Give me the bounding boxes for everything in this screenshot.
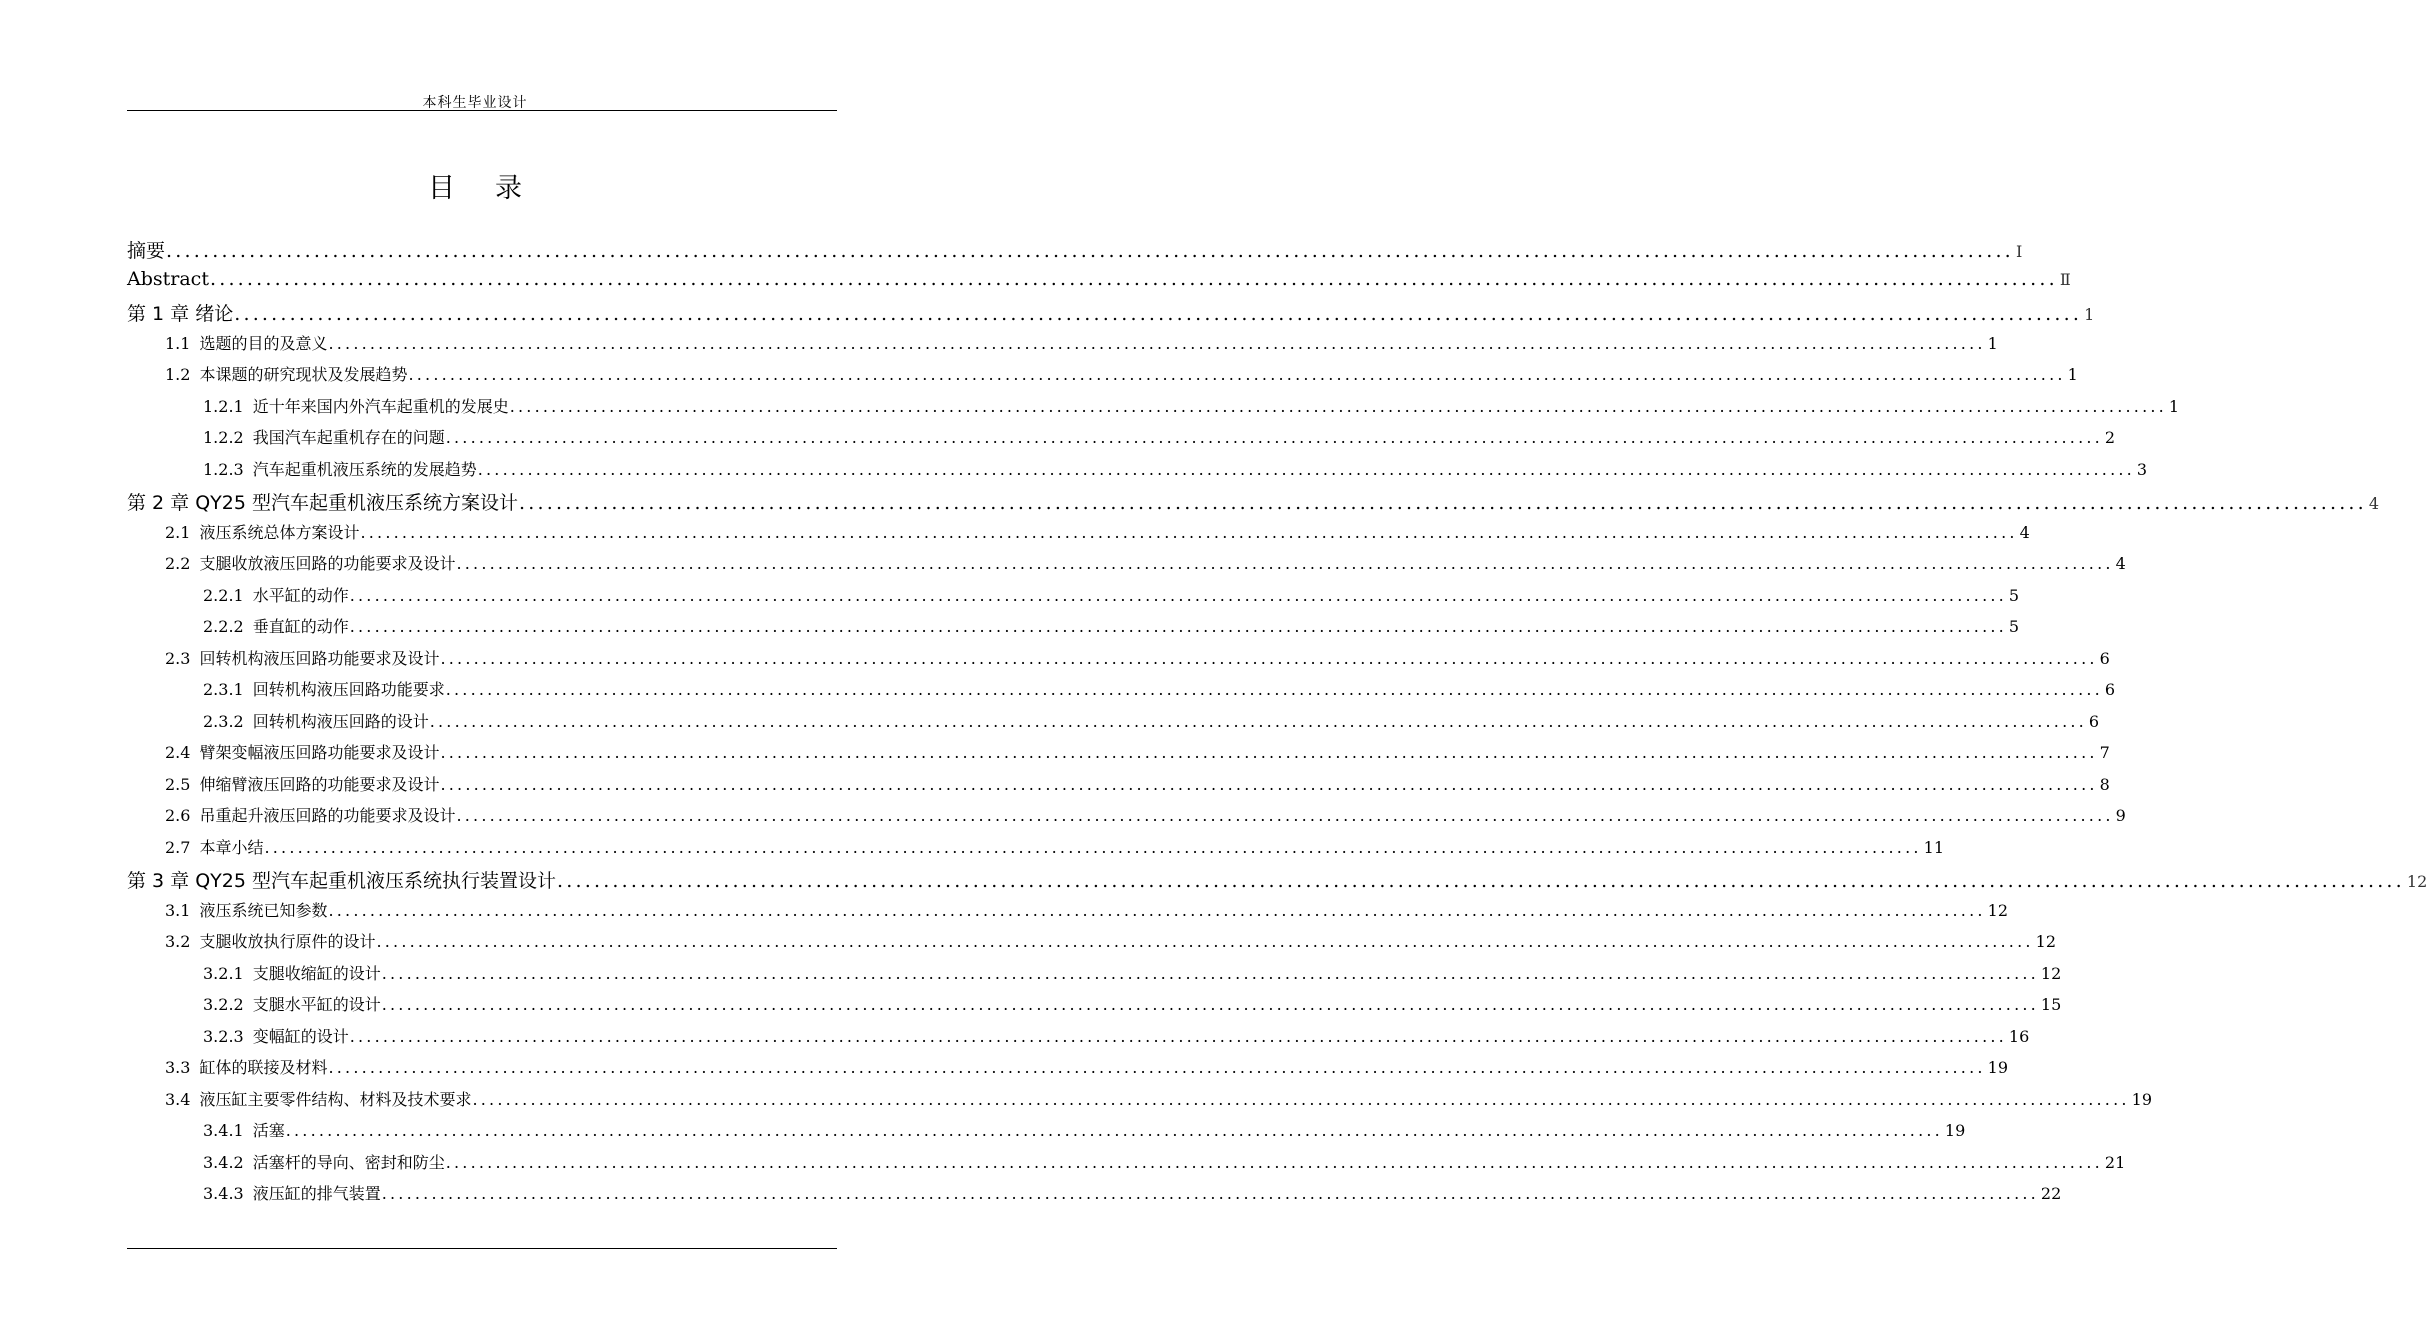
- dot-leader: ........................................................................................................................................................................................................: [328, 1058, 1986, 1077]
- toc-entry-page: 19: [1944, 1121, 1966, 1140]
- dot-leader: ........................................................................................................................................................................................................: [285, 1121, 1943, 1140]
- toc-entry[interactable]: [165, 1087, 2153, 1110]
- dot-leader: ........................................................................................................................................................................................................: [349, 617, 2007, 636]
- dot-leader: ........................................................................................................................................................................................................: [557, 870, 2405, 892]
- toc-entry-page: 11: [1923, 837, 1945, 857]
- toc-entry[interactable]: [203, 1181, 2062, 1204]
- toc-entry-text: 第 2 章 QY25 型汽车起重机液压系统方案设计: [127, 492, 518, 514]
- toc-entry-number: 1.1: [165, 333, 191, 353]
- toc-entry-number: 3.4: [165, 1089, 191, 1109]
- toc-entry-number: 3.2.3: [203, 1026, 244, 1046]
- toc-entry-page: 5: [2008, 617, 2020, 636]
- toc-entry[interactable]: [165, 835, 1945, 858]
- toc-entry[interactable]: [127, 299, 2095, 326]
- toc-entry-page: 6: [2099, 648, 2110, 668]
- toc-entry-number: 2.2.2: [203, 617, 244, 636]
- toc-entry-text: Abstract: [127, 267, 209, 290]
- toc-entry-page: 7: [2099, 743, 2110, 762]
- toc-entry-page: 2: [2104, 428, 2116, 447]
- toc-entry-label: [165, 331, 327, 354]
- toc-entry-text: 第 1 章 绪论: [127, 303, 234, 325]
- toc-entry-label: [127, 488, 518, 515]
- toc-entry-label: [165, 1087, 471, 1110]
- toc-entry-text: 支腿水平缸的设计: [252, 995, 381, 1014]
- toc-entry-number: 3.2.1: [203, 963, 244, 983]
- toc-entry-text: 缸体的联接及材料: [199, 1058, 328, 1077]
- toc-entry-page: 4: [2115, 554, 2126, 573]
- dot-leader: ........................................................................................................................................................................................................: [519, 492, 2367, 514]
- dot-leader: ........................................................................................................................................................................................................: [456, 554, 2114, 573]
- toc-entry-number: 2.4: [165, 743, 191, 762]
- toc-entry-text: 我国汽车起重机存在的问题: [252, 428, 445, 447]
- toc-entry-text: 回转机构液压回路功能要求: [252, 680, 445, 699]
- toc-entry[interactable]: [165, 551, 2126, 574]
- toc-entry-label: [203, 583, 349, 606]
- dot-leader: ........................................................................................................................................................................................................: [209, 267, 2058, 290]
- toc-entry[interactable]: [127, 267, 2071, 290]
- toc-entry-number: 2.3: [165, 648, 191, 668]
- toc-entry-text: 回转机构液压回路的设计: [252, 711, 429, 731]
- dot-leader: ........................................................................................................................................................................................................: [349, 1026, 2007, 1046]
- toc-entry-number: 1.2: [165, 365, 191, 384]
- toc-entry-page: 15: [2040, 995, 2062, 1014]
- toc-entry[interactable]: [165, 740, 2110, 763]
- toc-entry-label: [203, 425, 445, 448]
- toc-entry-text: 臂架变幅液压回路功能要求及设计: [199, 743, 440, 762]
- toc-entry[interactable]: [127, 236, 2023, 263]
- toc-entry-page: 9: [2115, 806, 2126, 825]
- dot-leader: ........................................................................................................................................................................................................: [429, 711, 2087, 731]
- dot-leader: ........................................................................................................................................................................................................: [509, 396, 2167, 416]
- dot-leader: ........................................................................................................................................................................................................: [376, 932, 2034, 951]
- toc-entry-text: 液压系统已知参数: [199, 900, 328, 920]
- toc-entry-page: 12: [2406, 872, 2427, 891]
- dot-leader: ........................................................................................................................................................................................................: [472, 1089, 2130, 1109]
- toc-entry-label: [165, 646, 439, 669]
- toc-entry-number: 1.2.3: [203, 459, 244, 479]
- page-title: 目录: [428, 173, 562, 204]
- toc-entry-label: [203, 457, 477, 480]
- toc-entry[interactable]: [165, 898, 2009, 921]
- toc-entry-number: 2.3.2: [203, 711, 244, 731]
- toc-entry-text: 活塞杆的导向、密封和防尘: [252, 1152, 445, 1172]
- toc-entry[interactable]: [203, 961, 2062, 984]
- toc-entry-label: [203, 709, 429, 732]
- toc-entry-page: 19: [2131, 1089, 2153, 1109]
- toc-entry[interactable]: [203, 1024, 2030, 1047]
- toc-entry[interactable]: [203, 583, 2020, 606]
- toc-entry-text: 水平缸的动作: [252, 585, 349, 605]
- toc-entry[interactable]: [203, 394, 2180, 417]
- toc-entry[interactable]: [165, 331, 1998, 354]
- toc-entry-page: 12: [2040, 963, 2062, 983]
- toc-entry-text: 汽车起重机液压系统的发展趋势: [252, 459, 477, 479]
- dot-leader: ........................................................................................................................................................................................................: [234, 303, 2083, 325]
- dot-leader: ........................................................................................................................................................................................................: [360, 522, 2018, 542]
- toc-entry-label: [165, 740, 439, 763]
- toc-entry-label: [127, 866, 556, 893]
- toc-entry-text: 摘要: [127, 240, 166, 262]
- dot-leader: ........................................................................................................................................................................................................: [477, 459, 2135, 479]
- toc-entry-page: 6: [2088, 711, 2100, 731]
- toc-entry-label: [165, 835, 263, 858]
- toc-entry-number: 1.2.1: [203, 396, 244, 416]
- toc-entry-text: 液压缸主要零件结构、材料及技术要求: [199, 1089, 472, 1109]
- toc-entry-text: 液压缸的排气装置: [252, 1184, 381, 1203]
- toc-entry-label: [165, 772, 439, 795]
- toc-entry-label: [203, 1024, 349, 1047]
- toc-entry[interactable]: [203, 709, 2100, 732]
- dot-leader: ........................................................................................................................................................................................................: [440, 774, 2098, 794]
- toc-entry-number: 1.2.2: [203, 428, 244, 447]
- toc-entry[interactable]: [165, 646, 2110, 669]
- toc-entry-number: 3.2: [165, 932, 191, 951]
- toc-entry-page: 12: [1987, 900, 2009, 920]
- toc-entry-page: 19: [1987, 1058, 2009, 1077]
- toc-entry[interactable]: [165, 520, 2030, 543]
- dot-leader: ........................................................................................................................................................................................................: [440, 743, 2098, 762]
- dot-leader: ........................................................................................................................................................................................................: [445, 1152, 2103, 1172]
- toc-entry-number: 3.4.2: [203, 1152, 244, 1172]
- toc-entry[interactable]: [203, 1150, 2126, 1173]
- toc-entry-text: 支腿收放执行原件的设计: [199, 932, 376, 951]
- dot-leader: ........................................................................................................................................................................................................: [328, 333, 1986, 353]
- toc-entry-page: Ⅱ: [2059, 269, 2071, 289]
- toc-entry[interactable]: [165, 772, 2110, 795]
- toc-entry[interactable]: [203, 992, 2062, 1015]
- dot-leader: ........................................................................................................................................................................................................: [445, 428, 2103, 447]
- dot-leader: ........................................................................................................................................................................................................: [381, 995, 2039, 1014]
- toc-entry-page: 1: [1987, 333, 1998, 353]
- toc-entry[interactable]: [203, 425, 2116, 448]
- toc-entry-label: [203, 1118, 285, 1141]
- toc-entry-label: [165, 551, 455, 574]
- toc-entry-text: 本课题的研究现状及发展趋势: [199, 365, 408, 384]
- toc-entry-text: 支腿收缩缸的设计: [252, 963, 381, 983]
- toc-entry-label: [203, 1181, 381, 1204]
- toc-entry-number: 2.3.1: [203, 680, 244, 699]
- toc-entry-text: 第 3 章 QY25 型汽车起重机液压系统执行装置设计: [127, 870, 556, 892]
- toc-entry-label: [203, 677, 445, 700]
- dot-leader: ........................................................................................................................................................................................................: [381, 1184, 2039, 1203]
- running-header: 本科生毕业设计: [422, 95, 528, 111]
- toc-entry-number: 2.2.1: [203, 585, 244, 605]
- toc-entry-label: [203, 394, 509, 417]
- toc-entry-number: 2.1: [165, 522, 191, 542]
- toc-entry-text: 吊重起升液压回路的功能要求及设计: [199, 806, 456, 825]
- dot-leader: ........................................................................................................................................................................................................: [456, 806, 2114, 825]
- toc-entry-page: 22: [2040, 1184, 2062, 1203]
- toc-entry-label: [165, 803, 455, 826]
- toc-entry-number: 3.1: [165, 900, 191, 920]
- toc-entry-text: 选题的目的及意义: [199, 333, 328, 353]
- dot-leader: ........................................................................................................................................................................................................: [264, 837, 1922, 857]
- toc-entry[interactable]: [203, 1118, 1966, 1141]
- toc-entry-number: 2.6: [165, 806, 191, 825]
- toc-entry-page: 1: [2067, 365, 2078, 384]
- toc-entry[interactable]: [127, 866, 2427, 893]
- dot-leader: ........................................................................................................................................................................................................: [328, 900, 1986, 920]
- dot-leader: ........................................................................................................................................................................................................: [440, 648, 2098, 668]
- toc-entry-number: 2.2: [165, 554, 191, 573]
- toc-entry-label: [165, 520, 359, 543]
- dot-leader: ........................................................................................................................................................................................................: [381, 963, 2039, 983]
- toc-entry-label: [165, 1055, 327, 1078]
- toc-entry[interactable]: [165, 362, 2078, 385]
- dot-leader: ........................................................................................................................................................................................................: [408, 365, 2066, 384]
- toc-entry-label: [203, 992, 381, 1015]
- toc-entry-page: 16: [2008, 1026, 2030, 1046]
- toc-entry-text: 变幅缸的设计: [252, 1026, 349, 1046]
- toc-entry-label: [203, 1150, 445, 1173]
- toc-entry-text: 活塞: [252, 1121, 285, 1140]
- dot-leader: ........................................................................................................................................................................................................: [445, 680, 2103, 699]
- toc-entry-text: 伸缩臂液压回路的功能要求及设计: [199, 774, 440, 794]
- toc-entry-page: 6: [2104, 680, 2116, 699]
- toc-entry-label: [203, 614, 349, 637]
- toc-entry-text: 近十年来国内外汽车起重机的发展史: [252, 396, 509, 416]
- toc-entry-text: 本章小结: [199, 837, 264, 857]
- toc-entry-page: 3: [2136, 459, 2148, 479]
- toc-entry[interactable]: [127, 488, 2380, 515]
- toc-entry-page: 4: [2368, 494, 2380, 513]
- toc-entry-label: [165, 898, 327, 921]
- toc-entry-page: 4: [2019, 522, 2030, 542]
- toc-entry-number: 3.2.2: [203, 995, 244, 1014]
- dot-leader: ........................................................................................................................................................................................................: [166, 240, 2014, 262]
- toc-entry-page: 1: [2084, 305, 2095, 324]
- toc-entry-text: 回转机构液压回路功能要求及设计: [199, 648, 440, 668]
- header-rule: [127, 110, 837, 111]
- toc-entry-page: 5: [2008, 585, 2020, 605]
- toc-entry[interactable]: [203, 677, 2116, 700]
- toc-entry-label: [165, 362, 407, 385]
- toc-entry-page: 1: [2168, 396, 2180, 416]
- toc-entry-text: 支腿收放液压回路的功能要求及设计: [199, 554, 456, 573]
- toc-entry-number: 2.7: [165, 837, 191, 857]
- toc-entry-label: [165, 929, 375, 952]
- toc-entry-number: 3.4.1: [203, 1121, 244, 1140]
- toc-entry-label: [203, 961, 381, 984]
- dot-leader: ........................................................................................................................................................................................................: [349, 585, 2007, 605]
- toc-entry-page: 8: [2099, 774, 2110, 794]
- toc-entry-text: 垂直缸的动作: [252, 617, 349, 636]
- toc-entry-page: I: [2015, 242, 2023, 261]
- toc-entry[interactable]: [165, 1055, 2009, 1078]
- toc-entry[interactable]: [203, 614, 2020, 637]
- toc-entry-page: 12: [2035, 932, 2057, 951]
- toc-entry-label: [127, 236, 165, 263]
- toc-entry-label: [127, 268, 209, 290]
- toc-entry-text: 液压系统总体方案设计: [199, 522, 360, 542]
- toc-entry-page: 21: [2104, 1152, 2126, 1172]
- toc-entry-number: 2.5: [165, 774, 191, 794]
- toc-entry[interactable]: [165, 929, 2057, 952]
- footer-rule: [127, 1248, 837, 1249]
- toc-entry-label: [127, 299, 233, 326]
- toc-entry[interactable]: [165, 803, 2126, 826]
- toc-entry[interactable]: [203, 457, 2148, 480]
- toc-entry-number: 3.3: [165, 1058, 191, 1077]
- toc-entry-number: 3.4.3: [203, 1184, 244, 1203]
